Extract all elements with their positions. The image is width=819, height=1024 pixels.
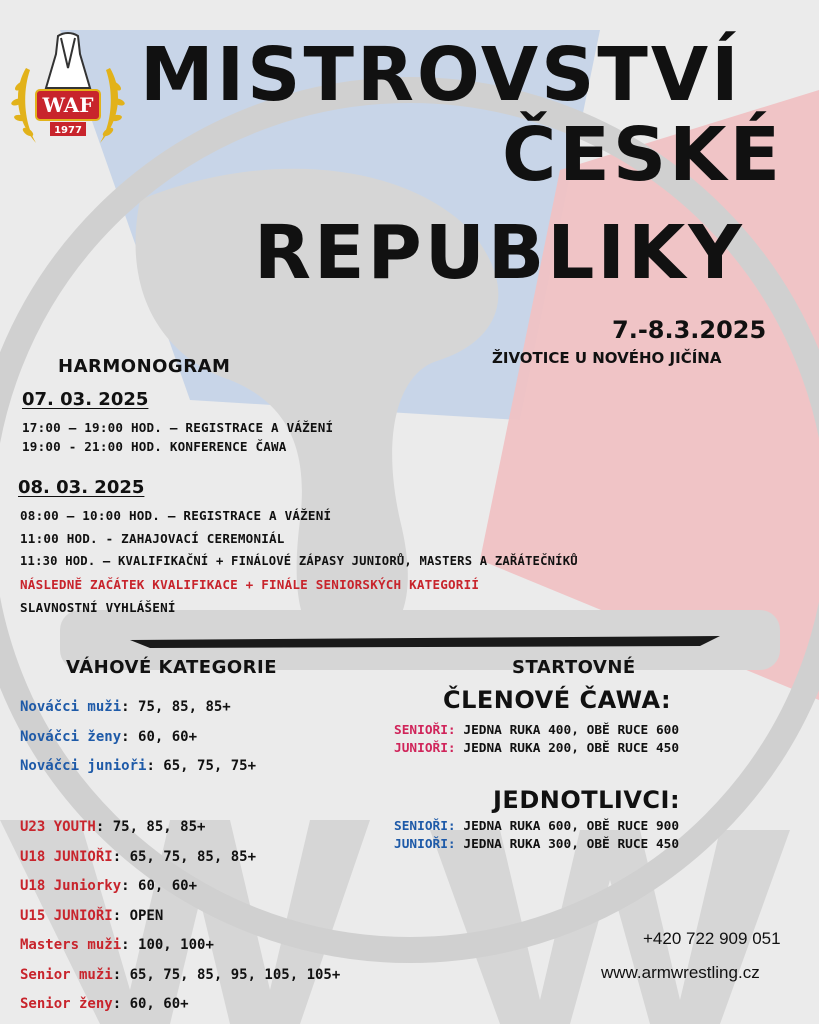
weight-category: U15 JUNIOŘI: OPEN: [20, 907, 164, 924]
weight-category: Senior muži: 65, 75, 85, 95, 105, 105+: [20, 966, 341, 983]
waf-logo: [6, 28, 130, 158]
weight-category: U18 Juniorky: 60, 60+: [20, 878, 198, 894]
title-line-3: REPUBLIKY: [254, 210, 745, 296]
schedule-item: 11:00 HOD. - ZAHAJOVACÍ CEREMONIÁL: [20, 531, 285, 546]
weight-category: Masters muži: 100, 100+: [20, 937, 214, 953]
laurel-icon: [6, 28, 130, 158]
event-date: 7.-8.3.2025: [612, 316, 767, 344]
day1-list: [22, 418, 333, 456]
fees-heading: STARTOVNÉ: [512, 657, 636, 678]
fee-row: JUNIOŘI: JEDNA RUKA 300, OBĚ RUCE 450: [394, 837, 680, 852]
schedule-heading: HARMONOGRAM: [58, 356, 231, 377]
schedule-item: 19:00 - 21:00 HOD. KONFERENCE ČAWA: [22, 439, 287, 454]
weight-category: Nováčci junioři: 65, 75, 75+: [20, 758, 257, 774]
weight-category: U23 YOUTH: 75, 85, 85+: [20, 819, 206, 835]
weight-category: Senior ženy: 60, 60+: [20, 996, 189, 1012]
fees-individuals-heading: JEDNOTLIVCI:: [493, 786, 681, 814]
day2-list: [20, 504, 578, 619]
contact-website[interactable]: www.armwrestling.cz: [601, 963, 760, 982]
title-line-1: MISTROVSTVÍ: [140, 32, 742, 118]
fees-individuals-list: [394, 818, 679, 854]
weight-category: Nováčci ženy: 60, 60+: [20, 728, 198, 745]
svg-text:WAF: WAF: [42, 93, 94, 117]
schedule-item: 08:00 – 10:00 HOD. – REGISTRACE A VÁŽENÍ: [20, 508, 332, 523]
fee-row: JUNIOŘI: JEDNA RUKA 200, OBĚ RUCE 450: [394, 741, 680, 756]
fee-row: SENIOŘI: JEDNA RUKA 600, OBĚ RUCE 900: [394, 819, 680, 834]
day2-date: 08. 03. 2025: [18, 477, 145, 498]
day1-date: 07. 03. 2025: [22, 389, 149, 410]
fee-row: SENIOŘI: JEDNA RUKA 400, OBĚ RUCE 600: [394, 723, 680, 738]
weights-novice-list: [20, 693, 256, 782]
svg-text:1977: 1977: [54, 125, 82, 136]
weights-heading: VÁHOVÉ KATEGORIE: [66, 657, 278, 678]
schedule-item: 17:00 – 19:00 HOD. – REGISTRACE A VÁŽENÍ: [22, 420, 334, 435]
contact-phone[interactable]: +420 722 909 051: [643, 929, 781, 948]
weight-category: Nováčci muži: 75, 85, 85+: [20, 699, 231, 715]
schedule-item-highlight: NÁSLEDNĚ ZAČÁTEK KVALIFIKACE + FINÁLE SENIORSKÝCH KATEGORIÍ: [20, 577, 480, 592]
fees-members-list: [394, 722, 679, 758]
schedule-item: 11:30 HOD. – KVALIFIKAČNÍ + FINÁLOVÉ ZÁPASY JUNIORŮ, MASTERS A ZAŘÁTEČNÍKŮ: [20, 554, 578, 568]
weights-main-list: [20, 813, 340, 1020]
schedule-item: SLAVNOSTNÍ VYHLÁŠENÍ: [20, 600, 176, 615]
fees-members-heading: ČLENOVÉ ČAWA:: [443, 686, 672, 714]
weight-category: U18 JUNIOŘI: 65, 75, 85, 85+: [20, 848, 257, 865]
title-line-2: ČESKÉ: [502, 112, 784, 198]
event-place: ŽIVOTICE U NOVÉHO JIČÍNA: [492, 349, 722, 367]
